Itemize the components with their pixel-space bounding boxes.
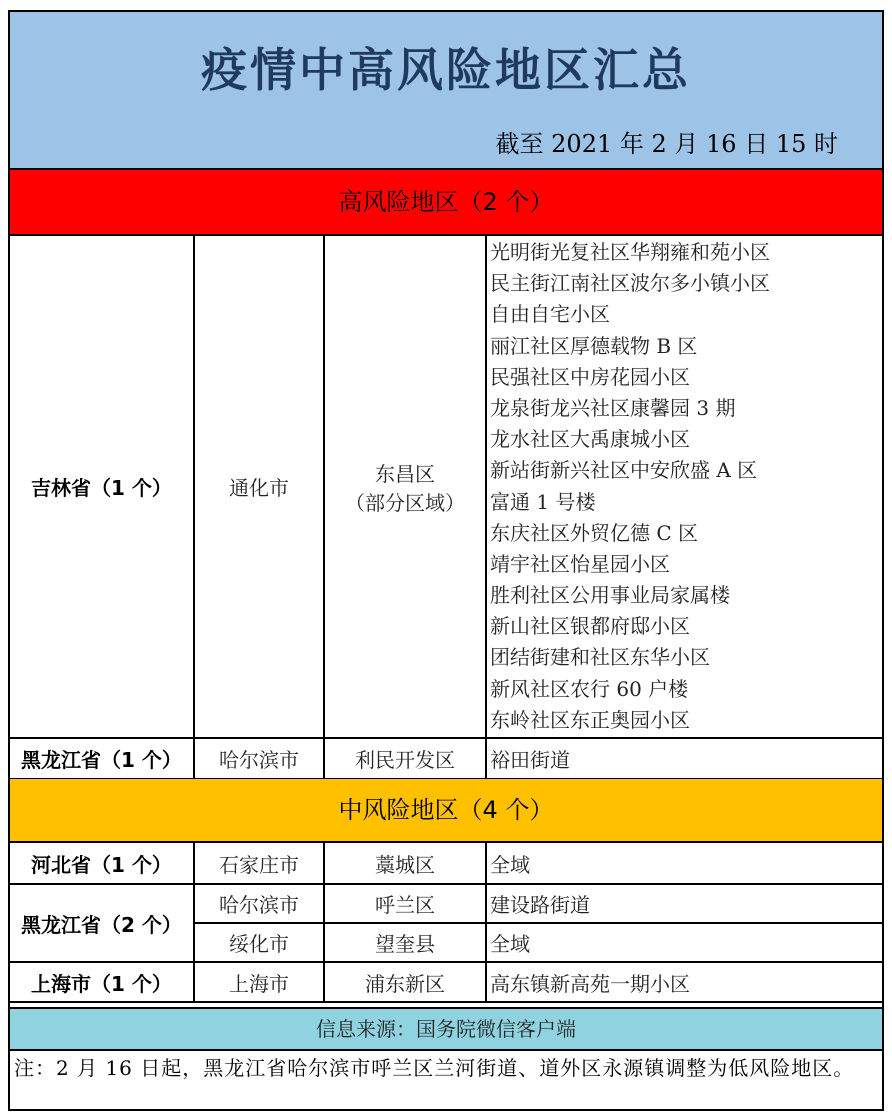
city-cell: 石家庄市: [194, 843, 324, 884]
list-item: 新站街新兴社区中安欣盛 A 区: [490, 458, 758, 483]
area-list: [490, 237, 882, 736]
mid-risk-heading: 中风险地区（4 个）: [10, 779, 882, 843]
district-cell: 浦东新区: [324, 962, 486, 1002]
city-cell: 绥化市: [194, 923, 324, 962]
list-item: 团结街建和社区东华小区: [490, 645, 710, 670]
list-item: 光明街光复社区华翔雍和苑小区: [490, 240, 770, 264]
list-item: 龙水社区大禹康城小区: [490, 427, 690, 452]
district-name: 东昌区: [375, 461, 435, 486]
city-cell: 通化市: [194, 236, 324, 738]
city-cell: 哈尔滨市: [194, 884, 324, 923]
table-row: [10, 738, 882, 779]
list-item: 龙泉街龙兴社区康馨园 3 期: [490, 395, 736, 420]
info-source: 信息来源：国务院微信客户端: [10, 1007, 882, 1051]
area-cell: [486, 236, 882, 738]
mid-risk-table: [10, 843, 882, 1003]
as-of-timestamp: 截至 2021 年 2 月 16 日 15 时: [495, 130, 838, 158]
footnote: 注：2 月 16 日起，黑龙江省哈尔滨市呼兰区兰河街道、道外区永源镇调整为低风险地区。: [14, 1056, 855, 1080]
province-cell: 吉林省（1 个）: [10, 236, 194, 738]
list-item: 丽江社区厚德载物 B 区: [490, 333, 698, 358]
table-row: [10, 884, 882, 923]
area-cell: 裕田街道: [486, 738, 882, 779]
list-item: 东庆社区外贸亿德 C 区: [490, 520, 699, 545]
district-cell: 藁城区: [324, 843, 486, 884]
district-note: （部分区域）: [345, 490, 465, 515]
district-cell: [324, 236, 486, 738]
list-item: 新山社区银都府邸小区: [490, 614, 690, 639]
city-cell: 哈尔滨市: [194, 738, 324, 779]
province-cell: 黑龙江省（1 个）: [10, 738, 194, 779]
province-cell: 黑龙江省（2 个）: [10, 884, 194, 962]
page-title: 疫情中高风险地区汇总: [201, 43, 691, 97]
list-item: 胜利社区公用事业局家属楼: [490, 583, 730, 608]
area-cell: 全域: [486, 923, 882, 962]
list-item: 新风社区农行 60 户楼: [490, 676, 689, 701]
header: [10, 12, 882, 170]
list-item: 东岭社区东正奥园小区: [490, 707, 690, 732]
table-row: [10, 236, 882, 738]
city-cell: 上海市: [194, 962, 324, 1002]
district-cell: 利民开发区: [324, 738, 486, 779]
table-row: [10, 843, 882, 884]
risk-area-summary-sheet: [8, 10, 884, 1111]
high-risk-table: [10, 236, 882, 780]
area-cell: 全域: [486, 843, 882, 884]
list-item: 靖宇社区怡星园小区: [490, 551, 670, 576]
district-cell: 望奎县: [324, 923, 486, 962]
list-item: 民强社区中房花园小区: [490, 364, 690, 389]
area-cell: 高东镇新高苑一期小区: [486, 962, 882, 1002]
high-risk-heading: 高风险地区（2 个）: [10, 170, 882, 236]
list-item: 民主街江南社区波尔多小镇小区: [490, 271, 770, 296]
district-cell: 呼兰区: [324, 884, 486, 923]
area-cell: 建设路街道: [486, 884, 882, 923]
list-item: 自由自宅小区: [490, 302, 610, 327]
list-item: 富通 1 号楼: [490, 489, 596, 514]
table-row: [10, 962, 882, 1002]
province-cell: 河北省（1 个）: [10, 843, 194, 884]
province-cell: 上海市（1 个）: [10, 962, 194, 1002]
